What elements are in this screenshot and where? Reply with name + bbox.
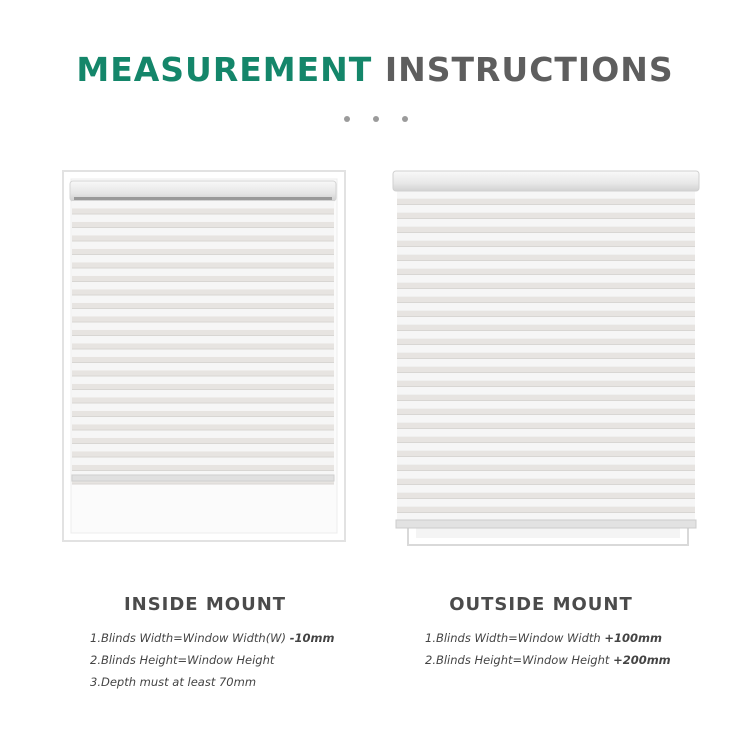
stripe-edge (72, 268, 334, 269)
step-line: 1.Blinds Width=Window Width +100mm (425, 631, 662, 645)
sheer-stripe (397, 345, 695, 353)
stripe-edge (72, 416, 334, 417)
step-line: 1.Blinds Width=Window Width(W) -10mm (90, 631, 335, 645)
stripe-edge (72, 457, 334, 458)
stripe-edge (72, 214, 334, 215)
sheer-stripe (397, 457, 695, 465)
outside-mount-illustration (390, 168, 710, 548)
stripe-edge (397, 344, 695, 345)
outside-mount-heading: OUTSIDE MOUNT (449, 594, 633, 615)
stripe-edge (397, 358, 695, 359)
stripe-edge (72, 322, 334, 323)
stripe-edge (72, 376, 334, 377)
bottom-rail (396, 520, 696, 528)
title-accent: MEASUREMENT (76, 50, 373, 89)
cassette-headrail (393, 171, 699, 191)
sheer-stripe (397, 401, 695, 409)
stripe-edge (397, 274, 695, 275)
dot-icon (344, 116, 350, 122)
sheer-stripe (397, 373, 695, 381)
stripe-edge (397, 400, 695, 401)
sheer-stripe (72, 242, 334, 249)
page-title (0, 50, 750, 89)
sheer-stripe (72, 201, 334, 208)
stripe-edge (397, 260, 695, 261)
stripe-edge (397, 246, 695, 247)
stripe-edge (72, 308, 334, 309)
sheer-stripe (72, 350, 334, 357)
stripe-edge (72, 349, 334, 350)
stripe-edge (397, 302, 695, 303)
sheer-stripe (72, 417, 334, 424)
sheer-stripe (397, 317, 695, 325)
stripe-edge (72, 281, 334, 282)
sheer-stripe (397, 499, 695, 507)
step-line: 2.Blinds Height=Window Height (90, 653, 275, 667)
sheer-stripe (72, 215, 334, 222)
stripe-edge (397, 316, 695, 317)
sheer-stripe (397, 191, 695, 199)
divider-dots (344, 114, 408, 124)
sheer-stripe (72, 458, 334, 465)
sheer-stripe (72, 390, 334, 397)
stripe-edge (72, 389, 334, 390)
outside-mount-steps (425, 627, 671, 671)
stripe-edge (72, 443, 334, 444)
sheer-stripe (397, 443, 695, 451)
stripe-edge (72, 470, 334, 471)
sheer-stripe (397, 247, 695, 255)
stripe-edge (397, 498, 695, 499)
stripe-edge (397, 288, 695, 289)
blind-fabric (397, 191, 695, 527)
stripe-edge (72, 484, 334, 485)
inside-mount-steps (90, 627, 334, 693)
sheer-stripe (397, 233, 695, 241)
inside-mount-illustration (62, 170, 352, 545)
sheer-stripe (397, 485, 695, 493)
sheer-stripe (72, 363, 334, 370)
sheer-stripe (397, 331, 695, 339)
sheer-stripe (72, 296, 334, 303)
sheer-stripe (72, 377, 334, 384)
sheer-stripe (397, 219, 695, 227)
stripe-edge (397, 456, 695, 457)
stripe-edge (397, 386, 695, 387)
stripe-edge (397, 372, 695, 373)
sheer-stripe (397, 471, 695, 479)
bottom-rail (72, 475, 334, 481)
sheer-stripe (72, 431, 334, 438)
sheer-stripe (397, 387, 695, 395)
sheer-stripe (72, 282, 334, 289)
step-line: 2.Blinds Height=Window Height +200mm (425, 653, 671, 667)
sheer-stripe (72, 269, 334, 276)
sheer-stripe (397, 359, 695, 367)
stripe-edge (397, 232, 695, 233)
sheer-stripe (397, 415, 695, 423)
stripe-edge (397, 484, 695, 485)
sheer-stripe (397, 289, 695, 297)
stripe-edge (72, 254, 334, 255)
sheer-stripe (397, 275, 695, 283)
stripe-edge (72, 362, 334, 363)
stripe-edge (397, 204, 695, 205)
title-rest: INSTRUCTIONS (384, 50, 674, 89)
stripe-edge (72, 241, 334, 242)
stripe-edge (397, 442, 695, 443)
sheer-stripe (72, 228, 334, 235)
dot-icon (402, 116, 408, 122)
stripe-edge (397, 428, 695, 429)
sheer-stripe (72, 255, 334, 262)
stripe-edge (397, 470, 695, 471)
stripe-edge (397, 330, 695, 331)
inside-mount-heading: INSIDE MOUNT (123, 594, 287, 615)
blind-fabric (72, 201, 334, 485)
sheer-stripe (72, 444, 334, 451)
stripe-edge (397, 414, 695, 415)
sheer-stripe (72, 336, 334, 343)
dot-icon (373, 116, 379, 122)
sheer-stripe (397, 303, 695, 311)
sheer-stripe (72, 323, 334, 330)
step-line: 3.Depth must at least 70mm (90, 675, 257, 689)
sheer-stripe (72, 309, 334, 316)
stripe-edge (72, 227, 334, 228)
sheer-stripe (397, 205, 695, 213)
stripe-edge (397, 218, 695, 219)
stripe-edge (72, 403, 334, 404)
stripe-edge (72, 295, 334, 296)
stripe-edge (72, 335, 334, 336)
sheer-stripe (72, 404, 334, 411)
stripe-edge (72, 430, 334, 431)
sheer-stripe (397, 261, 695, 269)
stripe-edge (397, 512, 695, 513)
sheer-stripe (397, 429, 695, 437)
